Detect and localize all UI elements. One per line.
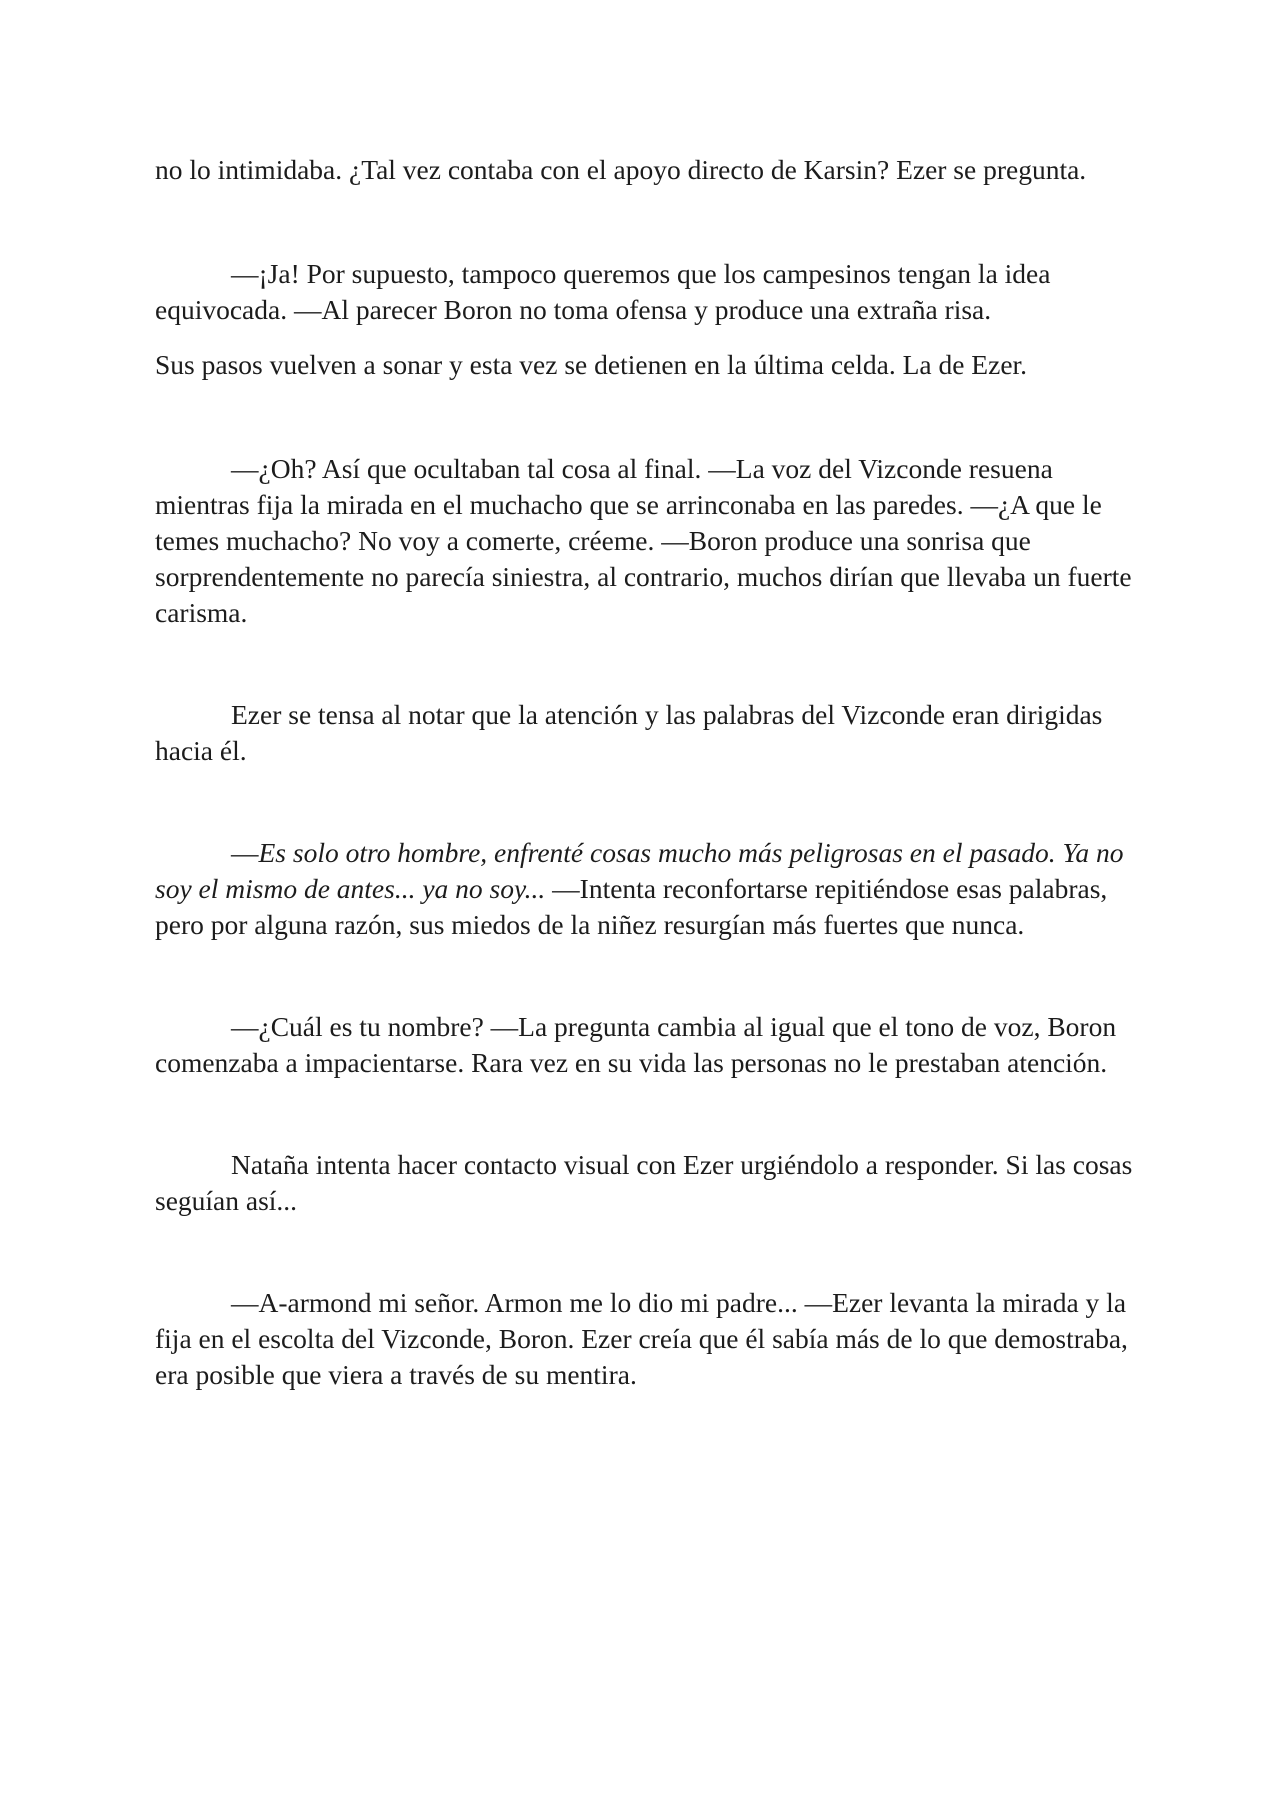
paragraph: [155, 1147, 1135, 1219]
paragraph: [155, 451, 1135, 631]
text-run: Nataña intenta hacer contacto visual con Ezer urgiéndolo a responder. Si las cosas seguían así...: [155, 1149, 1133, 1216]
text-run: no lo intimidaba. ¿Tal vez contaba con el apoyo directo de Karsin? Ezer se pregunta.: [155, 154, 1087, 185]
text-run: Ezer se tensa al notar que la atención y las palabras del Vizconde eran dirigidas hacia él.: [155, 699, 1103, 766]
text-run: Sus pasos vuelven a sonar y esta vez se detienen en la última celda. La de Ezer.: [155, 349, 1028, 380]
paragraph: [155, 347, 1135, 383]
paragraph: [155, 256, 1135, 328]
text-run: —Intenta reconfortarse repitiéndose esas palabras, pero por alguna razón, sus miedos de la niñez resurgían más fuertes que nunca.: [155, 873, 1108, 940]
body-text: [155, 152, 1135, 1393]
text-run: —¡Ja! Por supuesto, tampoco queremos que los campesinos tengan la idea equivocada. —Al parecer Boron no toma ofensa y produce una extraña risa.: [155, 258, 1051, 325]
italic-thought: Es solo otro hombre, enfrenté cosas mucho más peligrosas en el pasado. Ya no soy el mismo de antes... ya no soy...: [155, 837, 1124, 904]
paragraph: [155, 835, 1135, 943]
paragraph: [155, 1285, 1135, 1393]
paragraph: [155, 1009, 1135, 1081]
paragraph: [155, 697, 1135, 769]
paragraph: [155, 152, 1135, 188]
text-run: —¿Oh? Así que ocultaban tal cosa al final. —La voz del Vizconde resuena mientras fija la mirada en el muchacho que se arrinconaba en las paredes. —¿A que le temes muchacho? No voy a comerte, créeme. —Boron produce una sonrisa que sorprendentemente no parecía siniestra, al contrario, muchos dirían que llevaba un fuerte carisma.: [155, 453, 1132, 628]
text-run: —: [231, 837, 259, 868]
text-run: —¿Cuál es tu nombre? —La pregunta cambia al igual que el tono de voz, Boron comenzaba a impacientarse. Rara vez en su vida las personas no le prestaban atención.: [155, 1011, 1117, 1078]
text-run: —A-armond mi señor. Armon me lo dio mi padre... —Ezer levanta la mirada y la fija en el escolta del Vizconde, Boron. Ezer creía que él sabía más de lo que demostraba, era posible que viera a través de su mentira.: [155, 1287, 1128, 1390]
